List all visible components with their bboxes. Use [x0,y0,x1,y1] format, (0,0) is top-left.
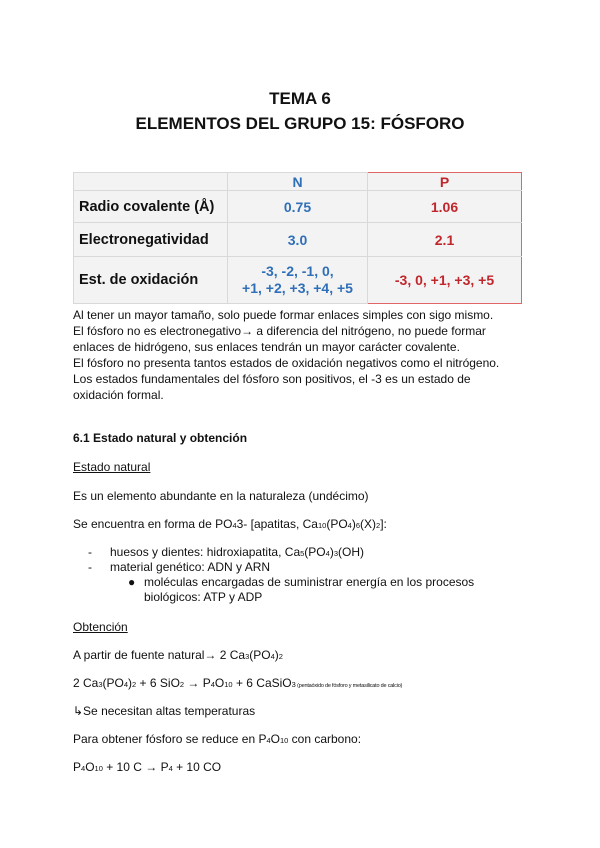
cell-p: -3, 0, +1, +3, +5 [368,257,522,304]
obtencion-line: A partir de fuente natural→ 2 Ca3(PO4)2 [73,648,283,662]
page-subtitle: ELEMENTOS DEL GRUPO 15: FÓSFORO [135,114,465,133]
cell-p: 2.1 [368,223,522,257]
cell-n [228,257,368,304]
intro-line: enlaces de hidrógeno, sus enlaces tendrán un mayor carácter covalente. [73,340,460,354]
row-label: Radio covalente (Å) [74,191,228,223]
row-label: Electronegatividad [74,223,228,257]
sub-list-item: ● moléculas encargadas de suministrar energía en los procesos biológicos: ATP y ADP [128,575,475,604]
table-row [74,223,522,257]
section-heading: 6.1 Estado natural y obtención [73,431,248,445]
bullet-dot-icon: ● [128,575,136,589]
obtencion-line: Para obtener fósforo se reduce en P4O10 con carbono: [73,732,362,746]
natural-heading: Estado natural [73,460,151,474]
reaction-line: 2 Ca3(PO4)2 + 6 SiO2 → P4O10 + 6 CaSiO3 (pentaóxido de fósforo y metasilicato de calcio) [73,676,403,690]
note-line: ↳Se necesitan altas temperaturas [73,704,256,718]
cell-n: 3.0 [228,223,368,257]
list-item: - huesos y dientes: hidroxiapatita, Ca5(PO4)3(OH) [88,545,364,559]
cell-n: 0.75 [228,191,368,223]
table-corner-cell [74,173,228,191]
page-title: TEMA 6 [269,89,331,108]
intro-line: Los estados fundamentales del fósforo son positivos, el -3 es un estado de [73,372,471,386]
natural-formula-text: Se encuentra en forma de PO43- [apatitas, Ca10(PO4)6(X)2]: [73,517,387,531]
comparison-table [73,172,522,304]
intro-line: Al tener un mayor tamaño, solo puede formar enlaces simples con sigo mismo. [73,308,494,322]
cell-n-line: +1, +2, +3, +4, +5 [242,280,353,296]
reaction-line: P4O10 + 10 C → P4 + 10 CO [73,760,222,774]
table-header-row [74,173,522,191]
list-item: - material genético: ADN y ARN [88,560,271,574]
intro-line: El fósforo no presenta tantos estados de oxidación negativos como el nitrógeno. [73,356,500,370]
natural-text: Es un elemento abundante en la naturaleza (undécimo) [73,489,369,503]
obtencion-heading: Obtención [73,620,128,634]
table-row [74,191,522,223]
header-n: N [228,173,368,191]
row-label: Est. de oxidación [74,257,228,304]
intro-paragraph [73,307,533,403]
header-p: P [368,173,522,191]
intro-line: El fósforo no es electronegativo→ a diferencia del nitrógeno, no puede formar [73,324,486,338]
intro-line: oxidación formal. [73,388,164,402]
table-row [74,257,522,304]
cell-n-line: -3, -2, -1, 0, [261,263,334,279]
cell-p: 1.06 [368,191,522,223]
